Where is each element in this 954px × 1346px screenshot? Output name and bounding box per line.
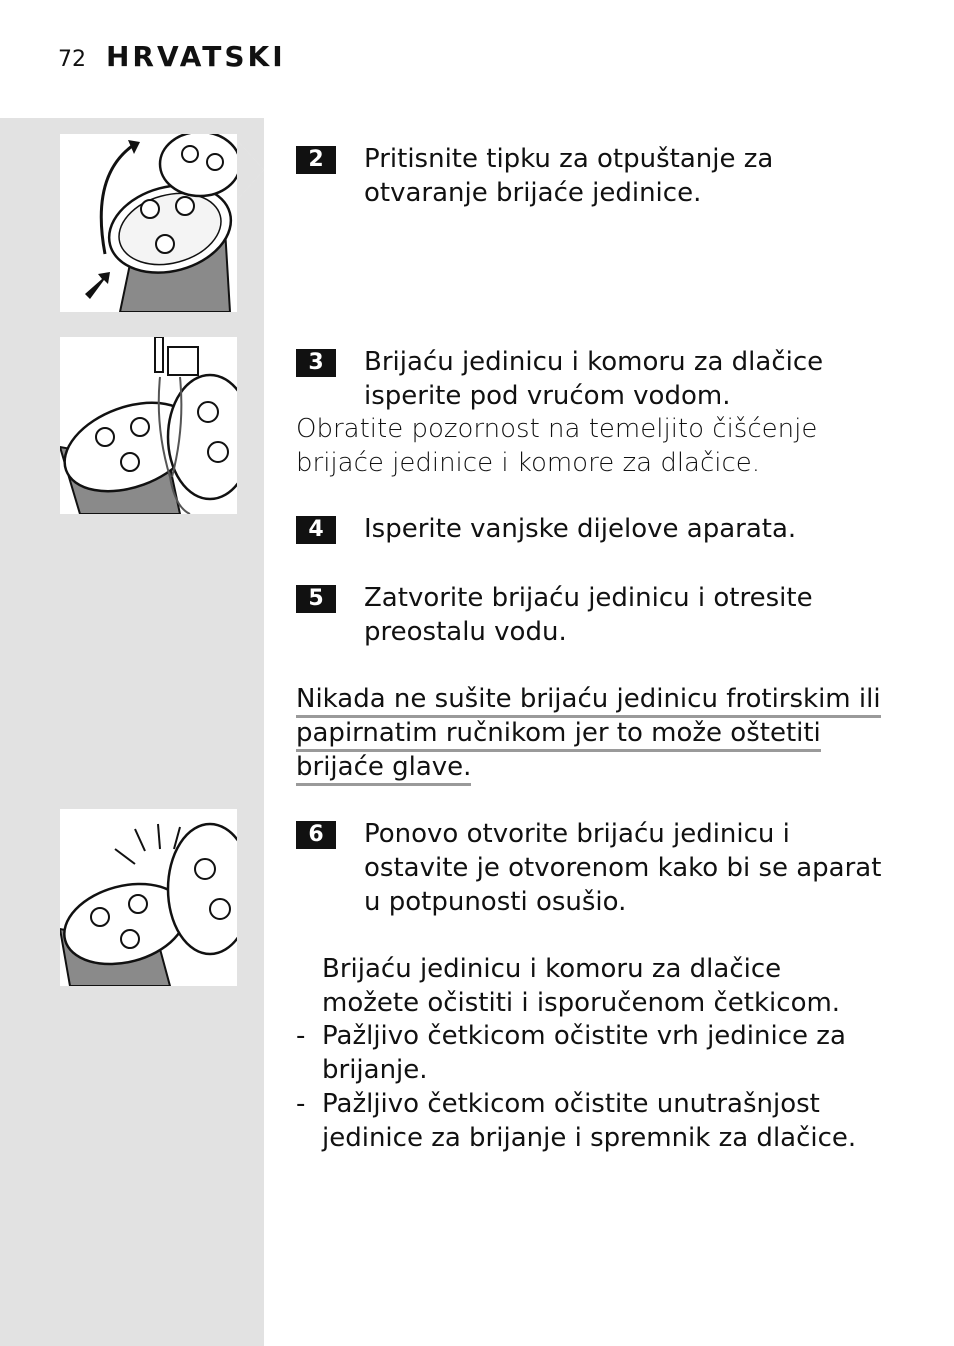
- tip-list-item: [296, 1087, 886, 1155]
- shaver-open-release-icon: [60, 134, 237, 312]
- tip-item-text: Pažljivo četkicom očistite unutrašnjost jedinice za brijanje i spremnik za dlačice.: [322, 1089, 857, 1153]
- shaver-open-dry-illustration: [60, 809, 237, 986]
- section-language-title: HRVATSKI: [106, 40, 286, 73]
- page-number: 72: [58, 47, 86, 72]
- list-dash: -: [296, 1021, 306, 1051]
- tip-list-item: [296, 1019, 886, 1087]
- step-text: Zatvorite brijaću jedinicu i otresite preostalu vodu.: [364, 583, 813, 647]
- shaver-rinse-tap-illustration: [60, 337, 237, 514]
- warning-note: [296, 682, 886, 784]
- shaver-open-dry-icon: [60, 809, 237, 986]
- step-number-badge: 5: [296, 585, 336, 613]
- shaver-rinse-tap-icon: [60, 337, 237, 514]
- tip-title: Brijaću jedinicu i komoru za dlačice možete očistiti i isporučenom četkicom.: [322, 954, 841, 1018]
- step-number-badge: 4: [296, 516, 336, 544]
- step-3-note: Obratite pozornost na temeljito čišćenje brijaće jedinice i komore za dlačice.: [296, 414, 818, 478]
- step-text: Pritisnite tipku za otpuštanje za otvaranje brijaće jedinice.: [364, 144, 774, 208]
- step-text: Brijaću jedinicu i komoru za dlačice isperite pod vrućom vodom.: [364, 347, 824, 411]
- step-number-badge: 3: [296, 349, 336, 377]
- step-text: Ponovo otvorite brijaću jedinicu i ostavite je otvorenom kako bi se aparat u potpunosti osušio.: [364, 819, 882, 917]
- list-dash: -: [296, 1089, 306, 1119]
- tip-item-text: Pažljivo četkicom očistite vrh jedinice za brijanje.: [322, 1021, 846, 1085]
- pointer-notch-1: [237, 140, 264, 200]
- step-number-badge: 2: [296, 146, 336, 174]
- shaver-open-release-illustration: [60, 134, 237, 312]
- warning-text: Nikada ne sušite brijaću jedinicu frotirskim ili papirnatim ručnikom jer to može oštetiti brijaće glave.: [296, 684, 881, 786]
- step-number-badge: 6: [296, 821, 336, 849]
- page-header: [58, 40, 286, 76]
- step-text: Isperite vanjske dijelove aparata.: [364, 514, 797, 544]
